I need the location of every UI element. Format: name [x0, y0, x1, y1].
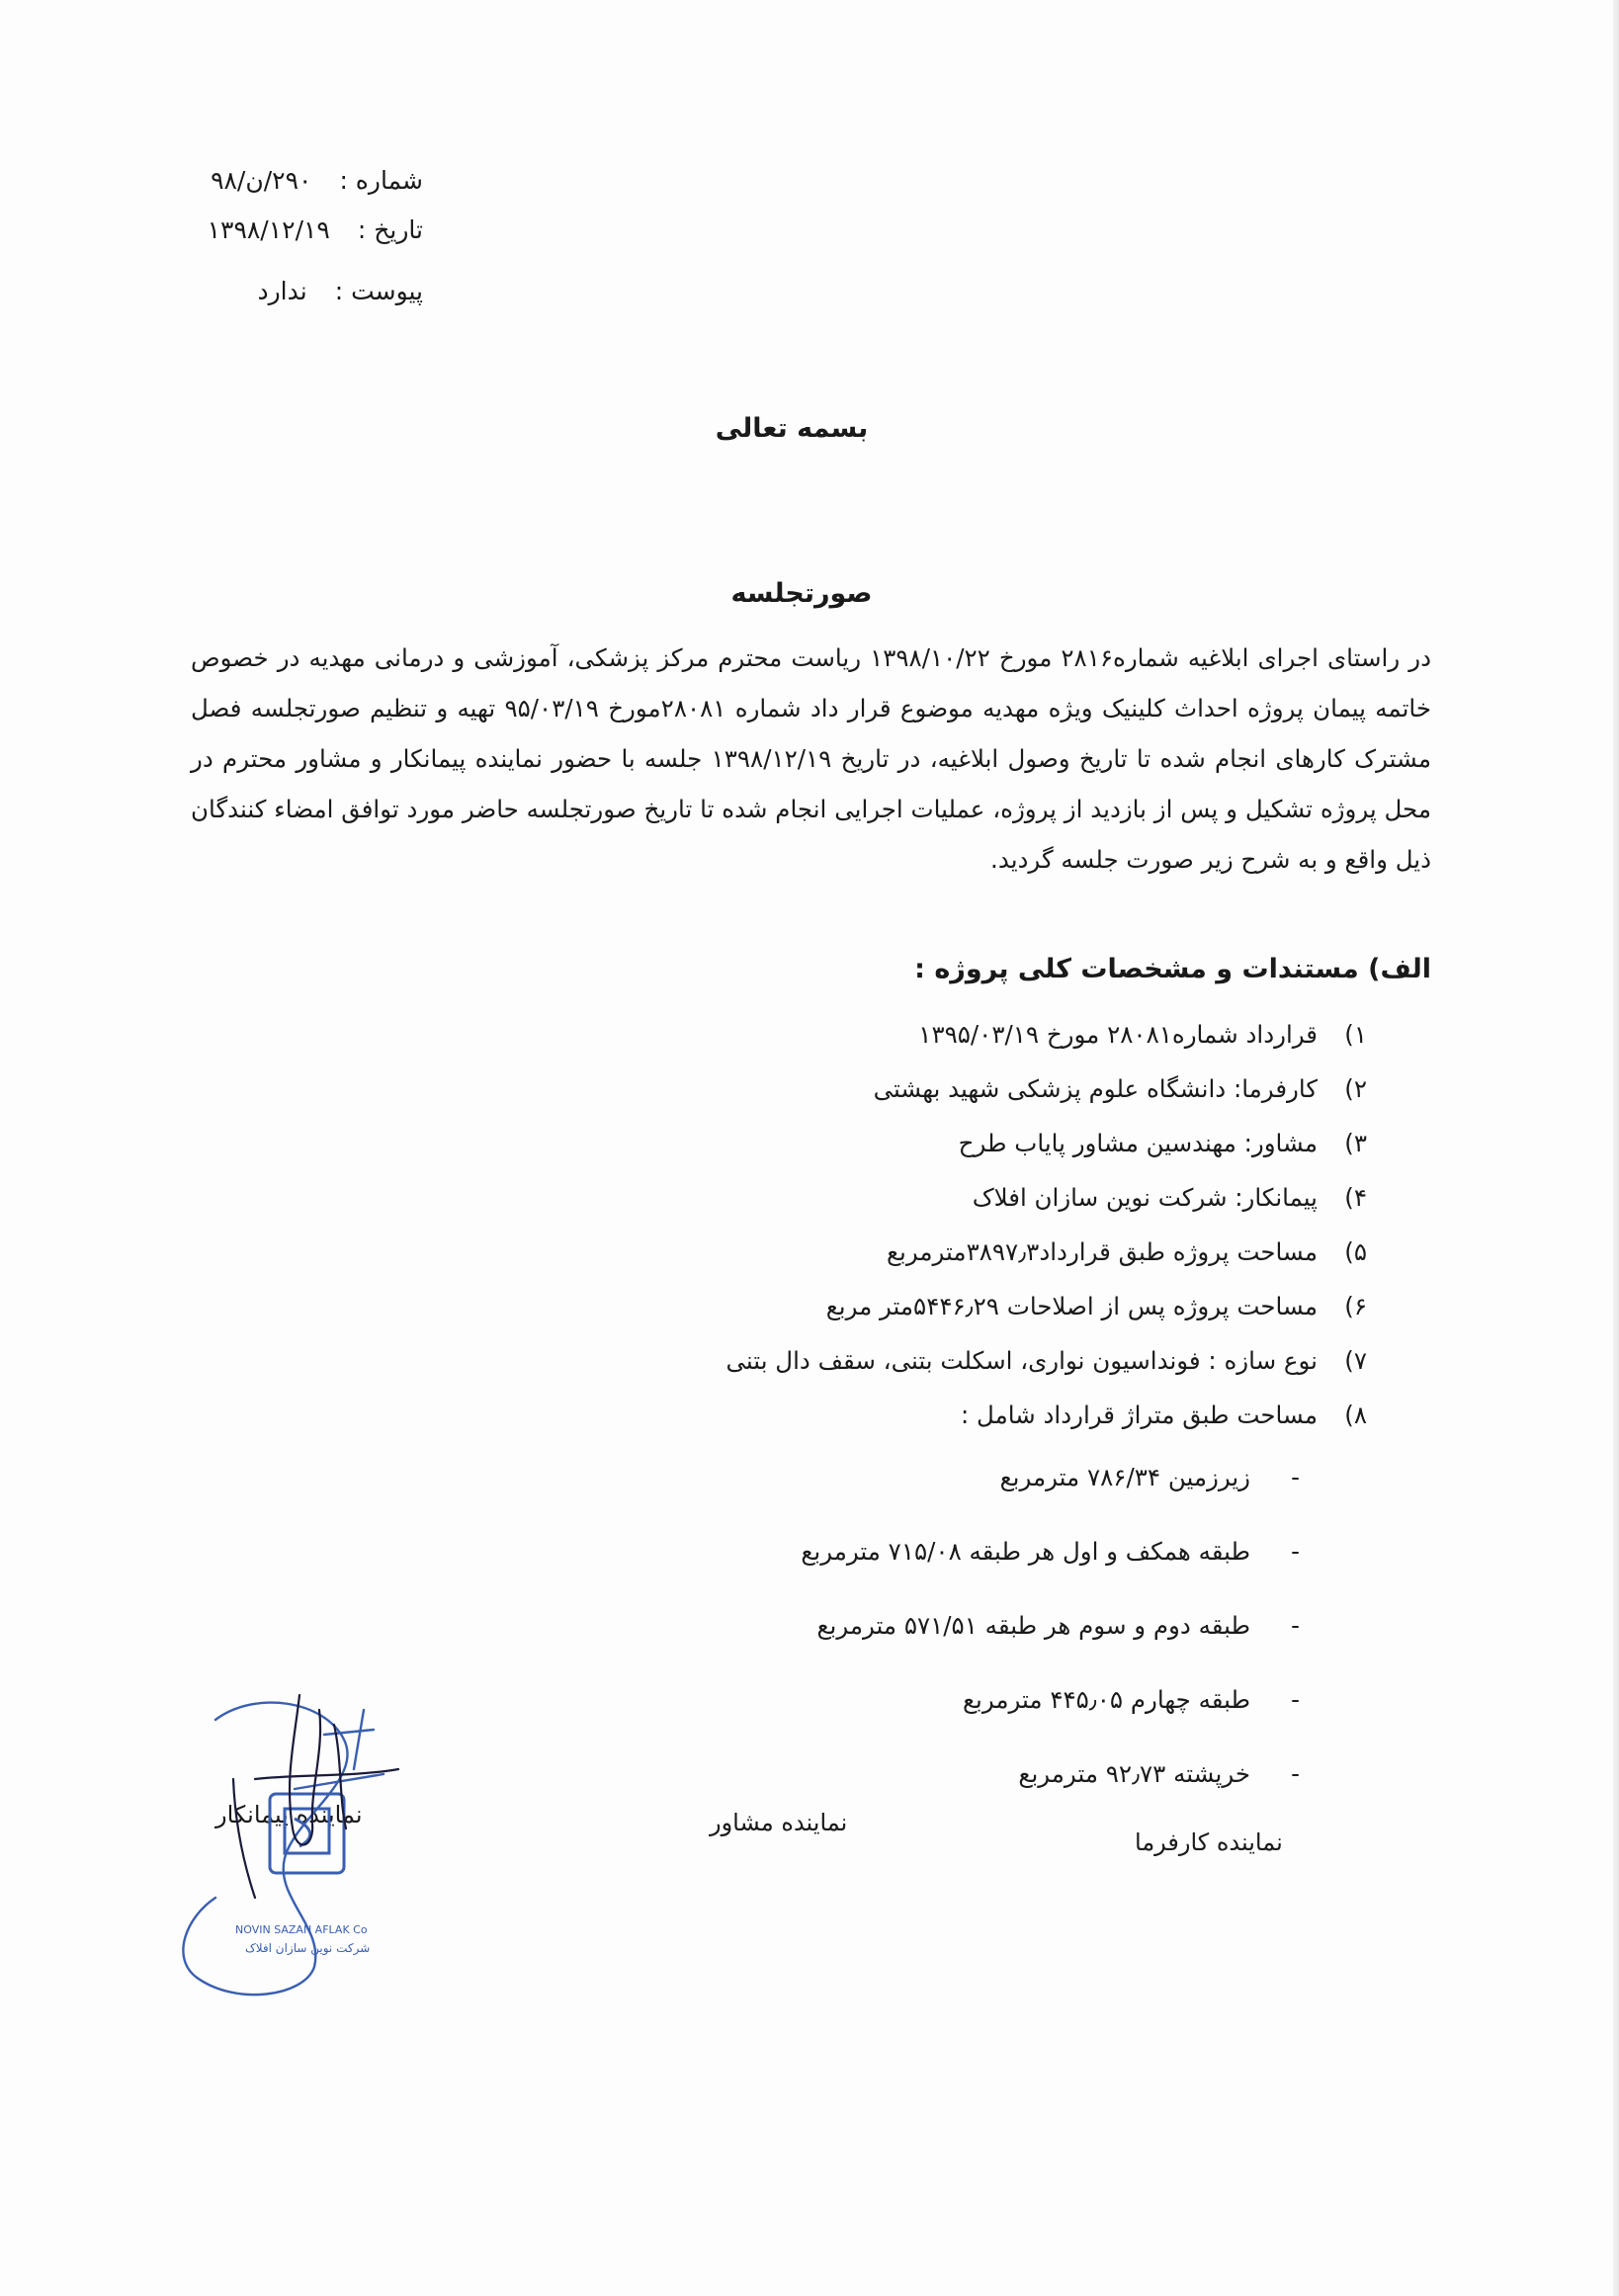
- list-item-number: ۱): [1344, 1020, 1367, 1049]
- list-item-text: مساحت طبق متراژ قرارداد شامل :: [960, 1401, 1318, 1429]
- list-item: [725, 1237, 1367, 1292]
- list-item: [725, 1346, 1367, 1401]
- sub-list-item: [801, 1537, 1300, 1611]
- list-item-number: ۵): [1344, 1237, 1367, 1266]
- letter-attachment-label: پیوست :: [334, 277, 423, 305]
- project-specs-list: [725, 1020, 1367, 1455]
- list-item-number: ۲): [1344, 1074, 1367, 1103]
- list-item-number: ۷): [1344, 1346, 1367, 1375]
- list-item: [725, 1020, 1367, 1074]
- list-item: [725, 1401, 1367, 1455]
- floor-area-list: [801, 1463, 1300, 1833]
- document-subtitle: صورتجلسه: [730, 578, 873, 609]
- sub-list-item-text: طبقه همکف و اول هر طبقه ۷۱۵/۰۸ مترمربع: [801, 1537, 1250, 1566]
- letter-attachment: [257, 277, 423, 305]
- list-item-number: ۶): [1344, 1292, 1367, 1320]
- list-item-text: قرارداد شماره۲۸۰۸۱ مورخ ۱۳۹۵/۰۳/۱۹: [918, 1020, 1318, 1049]
- contractor-signature-label: نماینده پیمانکار: [215, 1801, 363, 1828]
- stamp-persian-text: شرکت نوین سازان افلاک: [245, 1941, 371, 1955]
- document-title: بسمه تعالی: [715, 413, 869, 444]
- sub-list-item: [801, 1759, 1300, 1833]
- dash-bullet: -: [1291, 1463, 1300, 1491]
- letter-number-label: شماره :: [339, 166, 423, 195]
- sub-list-item: [801, 1611, 1300, 1685]
- list-item: [725, 1074, 1367, 1129]
- letter-date-value: ۱۳۹۸/۱۲/۱۹: [207, 215, 330, 244]
- company-stamp-icon: [176, 1680, 453, 2016]
- list-item: [725, 1183, 1367, 1237]
- letter-date-label: تاریخ :: [357, 215, 423, 244]
- sub-list-item-text: خرپشته ۹۲٫۷۳ مترمربع: [1018, 1759, 1250, 1788]
- list-item: [725, 1129, 1367, 1183]
- consultant-signature-label: نماینده مشاور: [710, 1809, 848, 1836]
- client-signature-label: نماینده کارفرما: [1135, 1828, 1283, 1856]
- list-item: [725, 1292, 1367, 1346]
- letter-number-value: ۲۹۰/ن/۹۸: [211, 166, 312, 195]
- dash-bullet: -: [1291, 1611, 1300, 1640]
- sub-list-item: [801, 1463, 1300, 1537]
- list-item-number: ۸): [1344, 1401, 1367, 1429]
- stamp-latin-text: NOVIN SAZAN AFLAK Co: [235, 1923, 368, 1936]
- list-item-text: مشاور: مهندسین مشاور پایاب طرح: [958, 1129, 1318, 1157]
- section-heading: الف) مستندات و مشخصات کلی پروژه :: [914, 954, 1431, 984]
- list-item-text: مساحت پروژه پس از اصلاحات ۵۴۴۶٫۲۹متر مربع: [825, 1292, 1318, 1320]
- list-item-text: کارفرما: دانشگاه علوم پزشکی شهید بهشتی: [873, 1074, 1318, 1103]
- dash-bullet: -: [1291, 1537, 1300, 1566]
- scan-edge: [1613, 0, 1619, 2296]
- dash-bullet: -: [1291, 1759, 1300, 1788]
- list-item-text: پیمانکار: شرکت نوین سازان افلاک: [972, 1183, 1318, 1212]
- sub-list-item: [801, 1685, 1300, 1759]
- list-item-number: ۴): [1344, 1183, 1367, 1212]
- list-item-text: مساحت پروژه طبق قرارداد۳۸۹۷٫۳مترمربع: [887, 1237, 1318, 1266]
- sub-list-item-text: طبقه چهارم ۴۴۵٫۰۵ مترمربع: [963, 1685, 1250, 1714]
- sub-list-item-text: طبقه دوم و سوم هر طبقه ۵۷۱/۵۱ مترمربع: [816, 1611, 1250, 1640]
- dash-bullet: -: [1291, 1685, 1300, 1714]
- list-item-text: نوع سازه : فونداسیون نواری، اسکلت بتنی، سقف دال بتنی: [725, 1346, 1318, 1375]
- sub-list-item-text: زیرزمین ۷۸۶/۳۴ مترمربع: [999, 1463, 1250, 1491]
- letter-attachment-value: ندارد: [257, 277, 307, 305]
- list-item-number: ۳): [1344, 1129, 1367, 1157]
- letter-date: [208, 215, 423, 244]
- letter-number: [211, 166, 423, 195]
- intro-paragraph: در راستای اجرای ابلاغیه شماره۲۸۱۶ مورخ ۱۳۹۸/۱۰/۲۲ ریاست محترم مرکز پزشکی، آموزشی و درمانی مهدیه در خصوص خاتمه پیمان پروژه احداث کلینیک ویژه مهدیه موضوع قرار داد شماره ۲۸۰۸۱مورخ ۹۵/۰۳/۱۹ تهیه و تنظیم صورتجلسه فصل مشترک کارهای انجام شده تا تاریخ وصول ابلاغیه، در تاریخ ۱۳۹۸/۱۲/۱۹ جلسه با حضور نماینده پیمانکار و مشاور محترم در محل پروژه تشکیل و پس از بازدید از پروژه، عملیات اجرایی انجام شده تا تاریخ صورتجلسه حاضر مورد توافق امضاء کنندگان ذیل واقع و به شرح زیر صورت جلسه گردید.: [191, 643, 1432, 874]
